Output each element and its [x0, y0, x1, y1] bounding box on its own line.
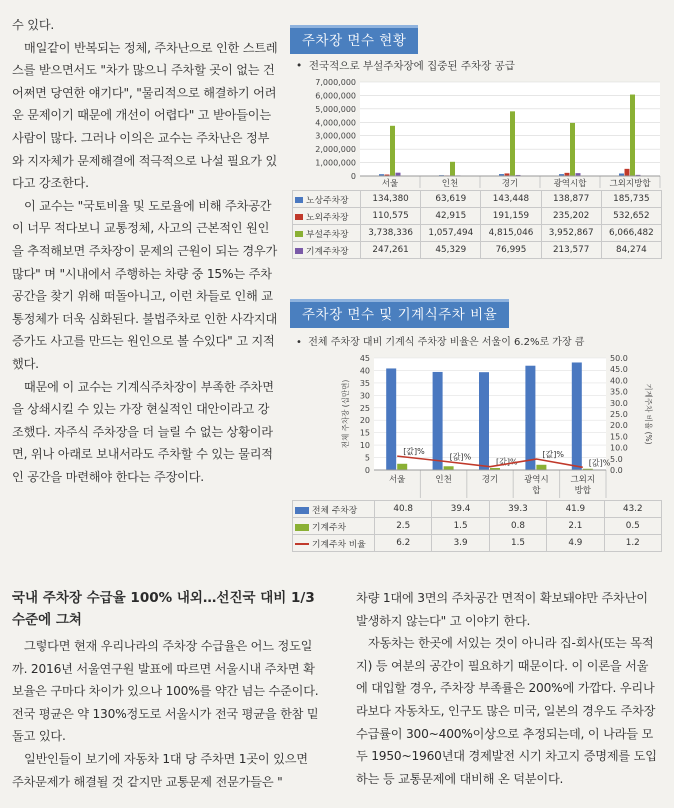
- table-cell: 84,274: [601, 242, 661, 259]
- table-row: [293, 242, 662, 259]
- table-cell: 6,066,482: [601, 225, 661, 242]
- table-row: [293, 191, 662, 208]
- y-tick-label: 2,000,000: [315, 145, 356, 155]
- table-cell: 532,652: [601, 208, 661, 225]
- paragraph: 매일같이 반복되는 정체, 주차난으로 인한 스트레스를 받으면서도 "차가 많으니 주차할 곳이 없는 건 어쩌면 당연한 얘기다", "물리적으로 해결하기 어려운 문제이기 때문에 개선이 어렵다" 고 받아들이는 사람이 많다. 그러나 이의은 교수는 주차난은 정부와 지자체가 문제해결에 적극적으로 나설 필요가 있다고 강조한다.: [12, 40, 278, 191]
- y-right-tick-label: 35.0: [610, 387, 628, 397]
- bar: [510, 111, 515, 176]
- y-tick-label: 7,000,000: [315, 78, 356, 87]
- data-label: [값]%: [496, 457, 518, 467]
- table-cell: 76,995: [481, 242, 541, 259]
- bar: [450, 162, 455, 176]
- chart2-banner: 주차장 면수 및 기계식주차 비율: [290, 299, 509, 328]
- chart2-bullet-text: 전체 주차장 대비 기계식 주차장 비율은 서울이 6.2%로 가장 큼: [308, 337, 585, 348]
- y-left-tick-label: 15: [359, 428, 370, 438]
- table-cell: 3,738,336: [361, 225, 421, 242]
- section-left-column: [12, 587, 322, 793]
- x-tick-label: 경기: [481, 475, 499, 485]
- legend-entry: [293, 225, 361, 242]
- paragraph: 이 교수는 "국토비율 및 도로율에 비해 주차공간이 너무 적다보니 교통정체, 사고의 근본적인 원인을 추적해보면 주차장이 문제의 근원이 되는 경우가 많다" 며 "시내에서 주행하는 차량 중 15%는 주차공간을 찾기 위해 떠돌아니고, 이런 차들로 인해 교통정체가 더욱 심화된다. 불법주차로 인한 사각지대 증가도 사고를 만드는 원인으로 볼 수있다" 고 지적했다.: [12, 198, 278, 371]
- chart2-plot: [292, 350, 662, 500]
- table-cell: 1.2: [604, 535, 661, 552]
- x-tick-label: 방합: [574, 486, 592, 496]
- table-cell: 1.5: [489, 535, 546, 552]
- table-cell: 0.5: [604, 518, 661, 535]
- legend-swatch: [295, 543, 309, 545]
- chart2-data-table: [292, 500, 662, 552]
- legend-entry: [293, 242, 361, 259]
- table-cell: 42,915: [421, 208, 481, 225]
- y-left-tick-label: 20: [359, 416, 370, 426]
- y-right-tick-label: 15.0: [610, 432, 628, 442]
- bar: [630, 95, 635, 176]
- y-right-tick-label: 25.0: [610, 410, 628, 419]
- chart1-bullet-text: 전국적으로 부설주차장에 집중된 주차장 공급: [308, 60, 515, 72]
- y-left-axis-label: 전체 주차장 (십만면): [341, 379, 350, 449]
- table-cell: 3,952,867: [541, 225, 601, 242]
- legend-label: 노외주차장: [306, 212, 349, 223]
- table-cell: 2.1: [547, 518, 604, 535]
- x-tick-label: 그외지: [570, 475, 596, 485]
- table-cell: 45,329: [421, 242, 481, 259]
- paragraph: 수 있다.: [12, 18, 55, 32]
- table-cell: 63,619: [421, 191, 481, 208]
- y-tick-label: 0: [350, 172, 356, 181]
- legend-swatch: [295, 248, 303, 254]
- table-cell: 235,202: [541, 208, 601, 225]
- bar: [570, 123, 575, 176]
- x-tick-label: 인천: [441, 179, 459, 188]
- data-label: [값]%: [403, 447, 425, 457]
- legend-swatch: [295, 524, 309, 531]
- table-cell: 4.9: [547, 535, 604, 552]
- chart2-bullet: • 전체 주차장 대비 기계식 주차장 비율은 서울이 6.2%로 가장 큼: [296, 337, 585, 348]
- y-tick-label: 3,000,000: [315, 131, 356, 141]
- bar: [625, 169, 630, 176]
- legend-entry: [293, 208, 361, 225]
- table-cell: 143,448: [481, 191, 541, 208]
- legend-label: 부설주차장: [306, 229, 349, 240]
- bar: [390, 126, 395, 176]
- y-right-tick-label: 45.0: [610, 365, 628, 375]
- chart1-bullet: • 전국적으로 부설주차장에 집중된 주차장 공급: [296, 60, 515, 72]
- table-cell: 39.4: [432, 501, 489, 518]
- table-cell: 39.3: [489, 501, 546, 518]
- y-tick-label: 1,000,000: [315, 158, 356, 168]
- table-cell: 185,735: [601, 191, 661, 208]
- bar: [433, 372, 443, 470]
- legend-swatch: [295, 231, 303, 237]
- legend-entry: [293, 191, 361, 208]
- legend-swatch: [295, 214, 303, 220]
- section-title: [12, 587, 322, 631]
- y-tick-label: 5,000,000: [315, 104, 356, 114]
- paragraph: 때문에 이 교수는 기계식주차장이 부족한 주차면을 상쇄시킬 수 있는 가장 현실적인 대안이라고 강조했다. 자주식 주차장을 더 늘릴 수 없는 상황이라면, 위나 아래로 보내서라도 주차할 수 있는 물리적인 공간을 마련해야 한다는 주장이다.: [12, 379, 274, 484]
- bar: [397, 464, 407, 470]
- data-label: [값]%: [449, 452, 472, 462]
- article-left-column: [12, 14, 280, 488]
- table-cell: 4,815,046: [481, 225, 541, 242]
- y-tick-label: 4,000,000: [315, 118, 356, 128]
- chart1-data-table: [292, 190, 662, 259]
- section-title-line2: 수준에 그쳐: [12, 612, 82, 628]
- x-tick-label: 서울: [381, 179, 399, 188]
- table-cell: 6.2: [375, 535, 432, 552]
- legend-entry: [293, 518, 375, 535]
- legend-entry: [293, 535, 375, 552]
- table-cell: 2.5: [375, 518, 432, 535]
- bar: [386, 368, 396, 470]
- legend-label: 노상주차장: [306, 195, 349, 206]
- x-tick-label: 합: [532, 486, 541, 496]
- x-tick-label: 광역시합: [553, 179, 587, 188]
- y-left-tick-label: 35: [359, 378, 370, 388]
- section-right-column: [356, 587, 658, 790]
- legend-label: 기계주차장: [306, 246, 349, 257]
- table-row: [293, 225, 662, 242]
- y-right-tick-label: 10.0: [610, 443, 628, 453]
- y-tick-label: 6,000,000: [315, 91, 356, 101]
- bar: [536, 465, 546, 470]
- table-cell: 213,577: [541, 242, 601, 259]
- table-cell: 43.2: [604, 501, 661, 518]
- legend-entry: [293, 501, 375, 518]
- y-left-tick-label: 10: [359, 441, 370, 451]
- y-left-tick-label: 30: [359, 391, 370, 401]
- y-left-tick-label: 25: [359, 403, 370, 413]
- x-tick-label: 경기: [501, 179, 519, 188]
- x-tick-label: 인천: [435, 475, 452, 485]
- legend-label: 전체 주차장: [312, 505, 358, 516]
- table-cell: 41.9: [547, 501, 604, 518]
- table-row: [293, 535, 662, 552]
- legend-swatch: [295, 507, 309, 514]
- chart1-banner: 주차장 면수 현황: [290, 25, 418, 54]
- table-row: [293, 208, 662, 225]
- table-row: [293, 518, 662, 535]
- data-label: [값]%: [588, 458, 611, 468]
- y-left-tick-label: 45: [359, 354, 370, 363]
- table-cell: 40.8: [375, 501, 432, 518]
- y-right-tick-label: 20.0: [610, 421, 628, 431]
- bar: [479, 372, 489, 470]
- y-right-tick-label: 40.0: [610, 376, 628, 386]
- y-right-tick-label: 0.0: [610, 466, 623, 475]
- bar: [444, 466, 454, 470]
- section-title-line1: 국내 주차장 수급율 100% 내외…선진국 대비 1/3: [12, 590, 315, 606]
- bar: [525, 366, 535, 470]
- table-cell: 134,380: [361, 191, 421, 208]
- table-cell: 1,057,494: [421, 225, 481, 242]
- paragraph: 자동차는 한곳에 서있는 것이 아니라 집-회사(또는 목적지) 등 여분의 공간이 필요하기 때문이다. 이 이론을 서울에 대입할 경우, 주차장 부족률은 200%에 가깝다. 우리나라보다 자동차도, 인구도 많은 미국, 일본의 경우도 주차장 수급률이 300~400%이상으로 추정되는데, 이 나라들 모두 1950~1960년대 경제발전 시기 차고지 증명제를 도입하는 등 교통문제에 대비해 온 덕분이다.: [356, 636, 657, 786]
- y-right-tick-label: 30.0: [610, 398, 628, 408]
- paragraph: 일반인들이 보기에 자동차 1대 당 주차면 1곳이 있으면 주차문제가 해결될 것 같지만 교통문제 전문가들은 ": [12, 751, 308, 789]
- table-cell: 110,575: [361, 208, 421, 225]
- table-row: [293, 501, 662, 518]
- y-right-tick-label: 50.0: [610, 354, 628, 363]
- y-right-tick-label: 5.0: [610, 454, 623, 464]
- y-left-tick-label: 0: [364, 466, 370, 475]
- table-cell: 247,261: [361, 242, 421, 259]
- data-label: [값]%: [542, 450, 564, 460]
- legend-label: 기계주차 비율: [312, 539, 366, 550]
- table-cell: 191,159: [481, 208, 541, 225]
- x-tick-label: 그외지방합: [609, 179, 651, 188]
- chart1-plot: [292, 76, 662, 188]
- paragraph: 차량 1대에 3면의 주차공간 면적이 확보돼야만 주차난이 발생하지 않는다" 고 이야기 한다.: [356, 591, 648, 628]
- y-left-tick-label: 40: [359, 366, 370, 376]
- legend-label: 기계주차: [312, 522, 346, 533]
- table-cell: 1.5: [432, 518, 489, 535]
- paragraph: 그렇다면 현재 우리나라의 주차장 수급율은 어느 정도일까. 2016년 서울연구원 발표에 따르면 서울시내 주차면 확보율은 구마다 차이가 있으나 100%를 약간 넘는 수준이다. 전국 평균은 약 130%정도로 서울시가 전국 평균을 한참 밑돌고 있다.: [12, 639, 319, 744]
- y-left-tick-label: 5: [364, 453, 370, 463]
- table-cell: 138,877: [541, 191, 601, 208]
- bar: [572, 362, 582, 470]
- x-tick-label: 서울: [388, 475, 406, 485]
- legend-swatch: [295, 197, 303, 203]
- y-right-axis-label: 기계주차 비율 (%): [644, 383, 653, 445]
- x-tick-label: 광역시: [524, 475, 549, 485]
- table-cell: 3.9: [432, 535, 489, 552]
- table-cell: 0.8: [489, 518, 546, 535]
